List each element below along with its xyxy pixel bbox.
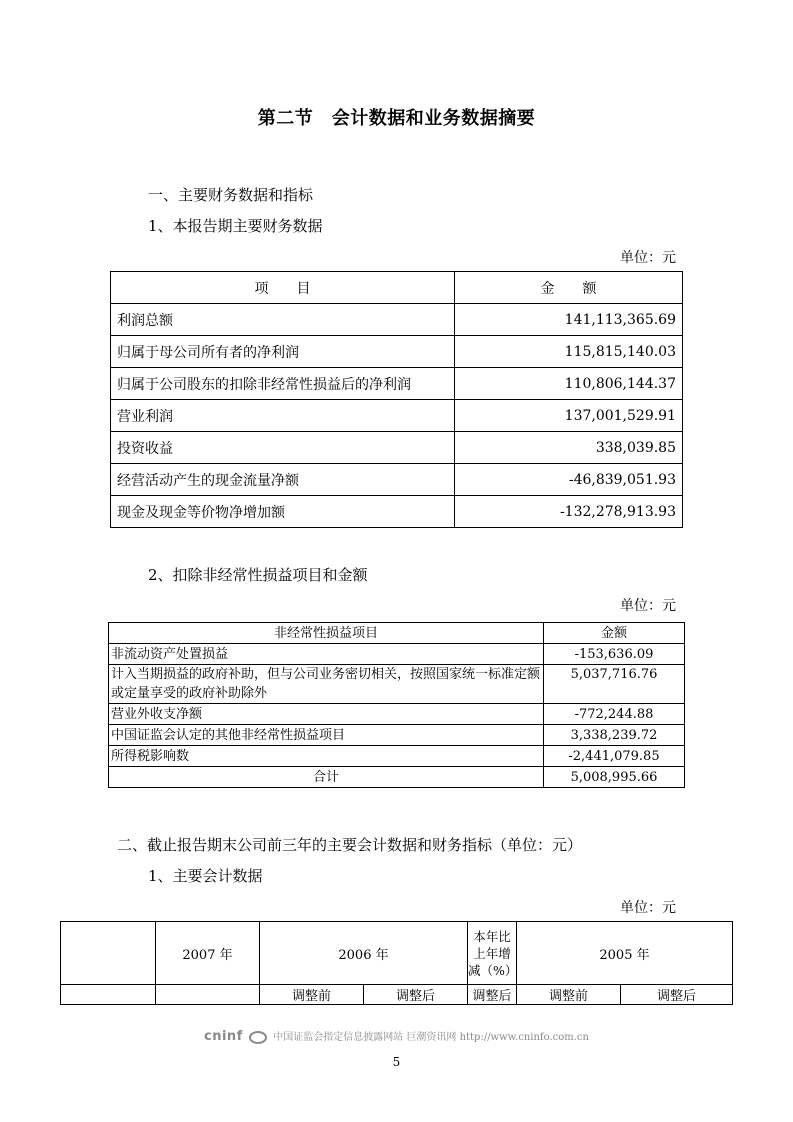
row-value: 3,338,239.72 — [544, 725, 685, 746]
subheader-after-2006: 调整后 — [364, 985, 468, 1005]
table-header-row — [109, 623, 685, 644]
subheader-after-2005: 调整后 — [621, 985, 733, 1005]
table-header-row — [111, 272, 683, 304]
section1-sub1: 1、本报告期主要财务数据 — [148, 217, 323, 235]
row-value: 141,113,365.69 — [455, 304, 683, 336]
blank-cell — [156, 985, 260, 1005]
table-row — [109, 644, 685, 665]
row-label: 投资收益 — [111, 432, 455, 464]
row-value: 115,815,140.03 — [455, 336, 683, 368]
non-recurring-table — [108, 622, 685, 788]
main-financial-table — [110, 271, 683, 528]
subheader-before-2005: 调整前 — [517, 985, 621, 1005]
row-value: -132,278,913.93 — [455, 496, 683, 528]
row-label: 经营活动产生的现金流量净额 — [111, 464, 455, 496]
row-label: 归属于母公司所有者的净利润 — [111, 336, 455, 368]
table-row — [111, 304, 683, 336]
header-2007: 2007 年 — [156, 922, 260, 985]
table-row — [109, 665, 685, 704]
table-row — [109, 725, 685, 746]
row-label: 所得税影响数 — [109, 746, 544, 767]
header-item: 非经常性损益项目 — [109, 623, 544, 644]
table-row — [109, 746, 685, 767]
table-row — [111, 432, 683, 464]
row-value: 338,039.85 — [455, 432, 683, 464]
header-amount: 金额 — [544, 623, 685, 644]
subheader-after-change: 调整后 — [468, 985, 517, 1005]
section2-sub1: 1、主要会计数据 — [148, 867, 263, 885]
table-header-row — [61, 922, 733, 985]
change-line-2: 上年增 — [473, 945, 511, 961]
change-line-3: 减（%） — [468, 962, 518, 978]
row-value: 137,001,529.91 — [455, 400, 683, 432]
header-2006: 2006 年 — [260, 922, 468, 985]
page-number: 5 — [392, 1055, 401, 1069]
total-row — [109, 767, 685, 788]
row-label: 利润总额 — [111, 304, 455, 336]
table-row — [111, 336, 683, 368]
section1-heading: 一、主要财务数据和指标 — [148, 186, 314, 204]
table-row — [111, 464, 683, 496]
page-title: 第二节 会计数据和业务数据摘要 — [257, 108, 536, 129]
table-subheader-row — [61, 985, 733, 1005]
table-row — [111, 496, 683, 528]
footer — [0, 1028, 793, 1044]
row-value: -46,839,051.93 — [455, 464, 683, 496]
table-row — [111, 400, 683, 432]
row-label: 归属于公司股东的扣除非经常性损益后的净利润 — [111, 368, 455, 400]
row-value: 5,037,716.76 — [544, 665, 685, 704]
unit-label-1: 单位：元 — [620, 250, 676, 266]
section1-sub2: 2、扣除非经常性损益项目和金额 — [148, 566, 368, 584]
footer-text: 中国证监会指定信息披露网站 巨潮资讯网 http://www.cninfo.com.cn — [273, 1032, 589, 1043]
blank-header-cell — [61, 922, 156, 985]
header-item: 项 目 — [111, 272, 455, 304]
change-line-1: 本年比 — [473, 928, 511, 944]
cninf-logo: cninf — [204, 1029, 243, 1044]
row-label: 营业利润 — [111, 400, 455, 432]
unit-label-2: 单位：元 — [620, 598, 676, 614]
blank-cell — [61, 985, 156, 1005]
header-2005: 2005 年 — [517, 922, 733, 985]
row-label: 现金及现金等价物净增加额 — [111, 496, 455, 528]
cninf-swirl-icon — [249, 1031, 267, 1044]
subheader-before-2006: 调整前 — [260, 985, 364, 1005]
unit-label-3: 单位：元 — [620, 900, 676, 916]
row-value: -2,441,079.85 — [544, 746, 685, 767]
row-value: 110,806,144.37 — [455, 368, 683, 400]
row-label: 非流动资产处置损益 — [109, 644, 544, 665]
table-row — [109, 704, 685, 725]
three-year-table — [60, 921, 733, 1005]
row-label: 中国证监会认定的其他非经常性损益项目 — [109, 725, 544, 746]
table-row — [111, 368, 683, 400]
total-value: 5,008,995.66 — [544, 767, 685, 788]
row-value: -153,636.09 — [544, 644, 685, 665]
header-change — [468, 922, 517, 985]
row-label: 计入当期损益的政府补助，但与公司业务密切相关，按照国家统一标准定额或定量享受的政府补助除外 — [109, 665, 544, 704]
total-label: 合计 — [109, 767, 544, 788]
row-value: -772,244.88 — [544, 704, 685, 725]
header-amount: 金 额 — [455, 272, 683, 304]
section2-heading: 二、截止报告期末公司前三年的主要会计数据和财务指标（单位：元） — [117, 836, 583, 854]
row-label: 营业外收支净额 — [109, 704, 544, 725]
